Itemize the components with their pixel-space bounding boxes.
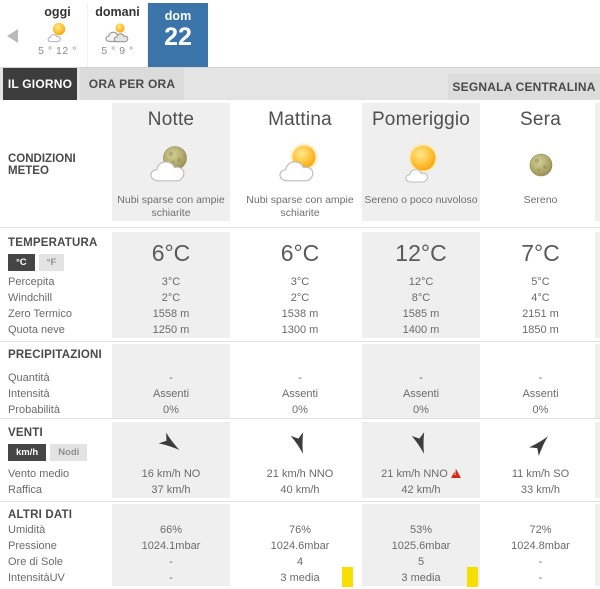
section-wind bbox=[0, 418, 600, 501]
value-cell: 42 km/h bbox=[362, 482, 486, 498]
value-cell: 72% bbox=[486, 522, 600, 538]
value-cell: 1300 m bbox=[281, 324, 319, 336]
wind-title: VENTI bbox=[8, 427, 43, 439]
value-cell: 21 km/h NNO bbox=[266, 468, 334, 480]
uv-value: 3 media bbox=[280, 572, 320, 584]
day-tab-domani[interactable] bbox=[88, 3, 148, 67]
value-cell: 1558 m bbox=[112, 306, 238, 322]
row-label: Raffica bbox=[8, 484, 43, 496]
big-temperature: 6°C bbox=[280, 239, 320, 266]
row-label: Windchill bbox=[8, 292, 53, 304]
tab-ora-per-ora[interactable]: ORA PER ORA bbox=[80, 68, 184, 100]
condition-description: Sereno o poco nuvoloso bbox=[362, 193, 486, 221]
condition-description: Nubi sparse con ampie schiarite bbox=[112, 193, 238, 221]
row-label: Ore di Sole bbox=[8, 556, 64, 568]
wind-direction-arrow-icon bbox=[238, 422, 362, 466]
value-cell: 4°C bbox=[486, 290, 600, 306]
value-cell: 40 km/h bbox=[280, 484, 320, 496]
spacer-cell bbox=[0, 193, 112, 221]
value-cell: 0% bbox=[486, 402, 600, 418]
value-cell bbox=[362, 466, 486, 482]
value-cell: 11 km/h SO bbox=[486, 466, 600, 482]
day-tab-label: dom bbox=[164, 9, 192, 23]
day-tab-oggi[interactable] bbox=[28, 3, 88, 67]
moon-icon bbox=[486, 137, 600, 193]
value-cell: 3°C bbox=[112, 274, 238, 290]
value-cell: 16 km/h NO bbox=[112, 466, 238, 482]
day-tab-temps: 5 ° 9 ° bbox=[101, 45, 134, 57]
day-tab-temps: 5 ° 12 ° bbox=[38, 45, 77, 57]
section-precipitation bbox=[0, 341, 600, 418]
value-cell: 1024.8mbar bbox=[486, 538, 600, 554]
temperature-unit-toggle bbox=[8, 254, 112, 271]
row-label: Pressione bbox=[8, 540, 57, 552]
sun-small-cloud-icon bbox=[362, 137, 486, 193]
conditions-title: CONDIZIONI METEO bbox=[8, 153, 76, 177]
value-cell: 2°C bbox=[290, 292, 310, 304]
big-temperature: 6°C bbox=[112, 232, 238, 274]
uv-value: 3 media bbox=[401, 572, 441, 584]
prev-day-arrow-icon[interactable] bbox=[7, 29, 18, 43]
row-label: Quantità bbox=[8, 372, 50, 384]
spacer-cell bbox=[0, 103, 112, 137]
row-label: Quota neve bbox=[8, 324, 65, 336]
value-cell: Assenti bbox=[486, 386, 600, 402]
row-label: Intensità bbox=[8, 388, 50, 400]
value-cell: 8°C bbox=[362, 290, 486, 306]
moon-clouds-icon bbox=[112, 137, 238, 193]
value-cell: 1850 m bbox=[486, 322, 600, 338]
value-cell: 76% bbox=[288, 524, 312, 536]
section-other-data bbox=[0, 501, 600, 588]
tab-il-giorno[interactable]: IL GIORNO bbox=[3, 68, 77, 100]
clouds-sun-icon bbox=[88, 19, 147, 45]
sun-clouds-icon bbox=[238, 137, 362, 193]
spacer-cell bbox=[486, 504, 600, 522]
row-label: Probabilità bbox=[8, 404, 60, 416]
wind-warning-icon bbox=[451, 469, 461, 478]
value-cell: - bbox=[112, 370, 238, 386]
spacer-cell bbox=[362, 504, 486, 522]
value-cell: - bbox=[112, 570, 238, 586]
day-tab-label: domani bbox=[95, 5, 140, 19]
value-cell: - bbox=[362, 370, 486, 386]
value-cell: 4 bbox=[296, 556, 304, 568]
day-tab-date: 22 bbox=[164, 23, 192, 51]
value-cell: - bbox=[486, 570, 600, 586]
wind-value: 21 km/h NNO bbox=[381, 468, 448, 480]
wind-direction-arrow-icon bbox=[112, 422, 238, 466]
value-cell: Assenti bbox=[362, 386, 486, 402]
wind-direction-arrow-icon bbox=[486, 422, 600, 466]
value-cell: 33 km/h bbox=[486, 482, 600, 498]
value-cell: 2°C bbox=[112, 290, 238, 306]
section-temperature bbox=[0, 227, 600, 341]
spacer-cell bbox=[362, 344, 486, 366]
value-cell bbox=[238, 570, 362, 586]
fahrenheit-toggle-button[interactable]: °F bbox=[39, 254, 65, 271]
kmh-toggle-button[interactable]: km/h bbox=[8, 444, 46, 461]
value-cell: 3°C bbox=[290, 276, 310, 288]
value-cell: 5°C bbox=[486, 274, 600, 290]
spacer-cell bbox=[238, 344, 362, 366]
view-tab-bar bbox=[0, 68, 600, 100]
knots-toggle-button[interactable]: Nodi bbox=[50, 444, 87, 461]
value-cell: 1024.1mbar bbox=[112, 538, 238, 554]
value-cell: 0% bbox=[112, 402, 238, 418]
value-cell: 1585 m bbox=[362, 306, 486, 322]
value-cell: 37 km/h bbox=[112, 482, 238, 498]
day-tab-label: oggi bbox=[44, 5, 71, 19]
value-cell: 12°C bbox=[362, 274, 486, 290]
value-cell: 1538 m bbox=[281, 308, 319, 320]
column-header-sera: Sera bbox=[486, 103, 600, 137]
value-cell: 5 bbox=[362, 554, 486, 570]
condition-description: Sereno bbox=[486, 193, 600, 221]
big-temperature: 7°C bbox=[486, 232, 600, 274]
wind-unit-toggle bbox=[8, 444, 112, 461]
value-cell: - bbox=[486, 370, 600, 386]
column-header-mattina: Mattina bbox=[268, 109, 332, 130]
value-cell: 53% bbox=[362, 522, 486, 538]
temperature-header bbox=[0, 232, 112, 274]
spacer-cell bbox=[486, 344, 600, 366]
value-cell: - bbox=[486, 554, 600, 570]
section-conditions bbox=[0, 100, 600, 227]
value-cell: 1025.6mbar bbox=[362, 538, 486, 554]
day-selector bbox=[0, 0, 600, 68]
spacer-cell bbox=[112, 504, 238, 522]
row-label: Percepita bbox=[8, 276, 55, 288]
celsius-toggle-button[interactable]: °C bbox=[8, 254, 35, 271]
precipitation-title: PRECIPITAZIONI bbox=[8, 349, 102, 361]
value-cell: - bbox=[112, 554, 238, 570]
temperature-title: TEMPERATURA bbox=[8, 237, 98, 249]
big-temperature: 12°C bbox=[362, 232, 486, 274]
value-cell bbox=[362, 570, 486, 586]
day-tab-dom-22-selected[interactable] bbox=[148, 3, 208, 67]
value-cell: 2151 m bbox=[486, 306, 600, 322]
value-cell: Assenti bbox=[281, 388, 319, 400]
wind-direction-arrow-icon bbox=[362, 422, 486, 466]
row-label: Vento medio bbox=[8, 468, 70, 480]
row-label: Zero Termico bbox=[8, 308, 72, 320]
value-cell: - bbox=[298, 372, 302, 384]
uv-indicator bbox=[467, 567, 478, 587]
value-cell: 1250 m bbox=[112, 322, 238, 338]
segnala-centralina-button[interactable]: SEGNALA CENTRALINA bbox=[448, 74, 600, 100]
value-cell: 1400 m bbox=[362, 322, 486, 338]
day-tabs bbox=[28, 3, 208, 67]
value-cell: Assenti bbox=[112, 386, 238, 402]
condition-description: Nubi sparse con ampie schiarite bbox=[246, 194, 354, 219]
row-label: Umidità bbox=[8, 524, 46, 536]
spacer-cell bbox=[238, 504, 362, 522]
sun-small-cloud-icon bbox=[28, 19, 87, 45]
value-cell: 66% bbox=[112, 522, 238, 538]
value-cell: 0% bbox=[292, 404, 308, 416]
column-header-notte: Notte bbox=[112, 103, 238, 137]
column-header-pomeriggio: Pomeriggio bbox=[362, 103, 486, 137]
other-data-title: ALTRI DATI bbox=[8, 509, 73, 521]
row-label: IntensitàUV bbox=[8, 572, 65, 584]
wind-header bbox=[0, 422, 112, 466]
spacer-cell bbox=[112, 344, 238, 366]
uv-indicator bbox=[342, 567, 353, 587]
value-cell: 0% bbox=[362, 402, 486, 418]
value-cell: 1024.6mbar bbox=[270, 540, 330, 552]
